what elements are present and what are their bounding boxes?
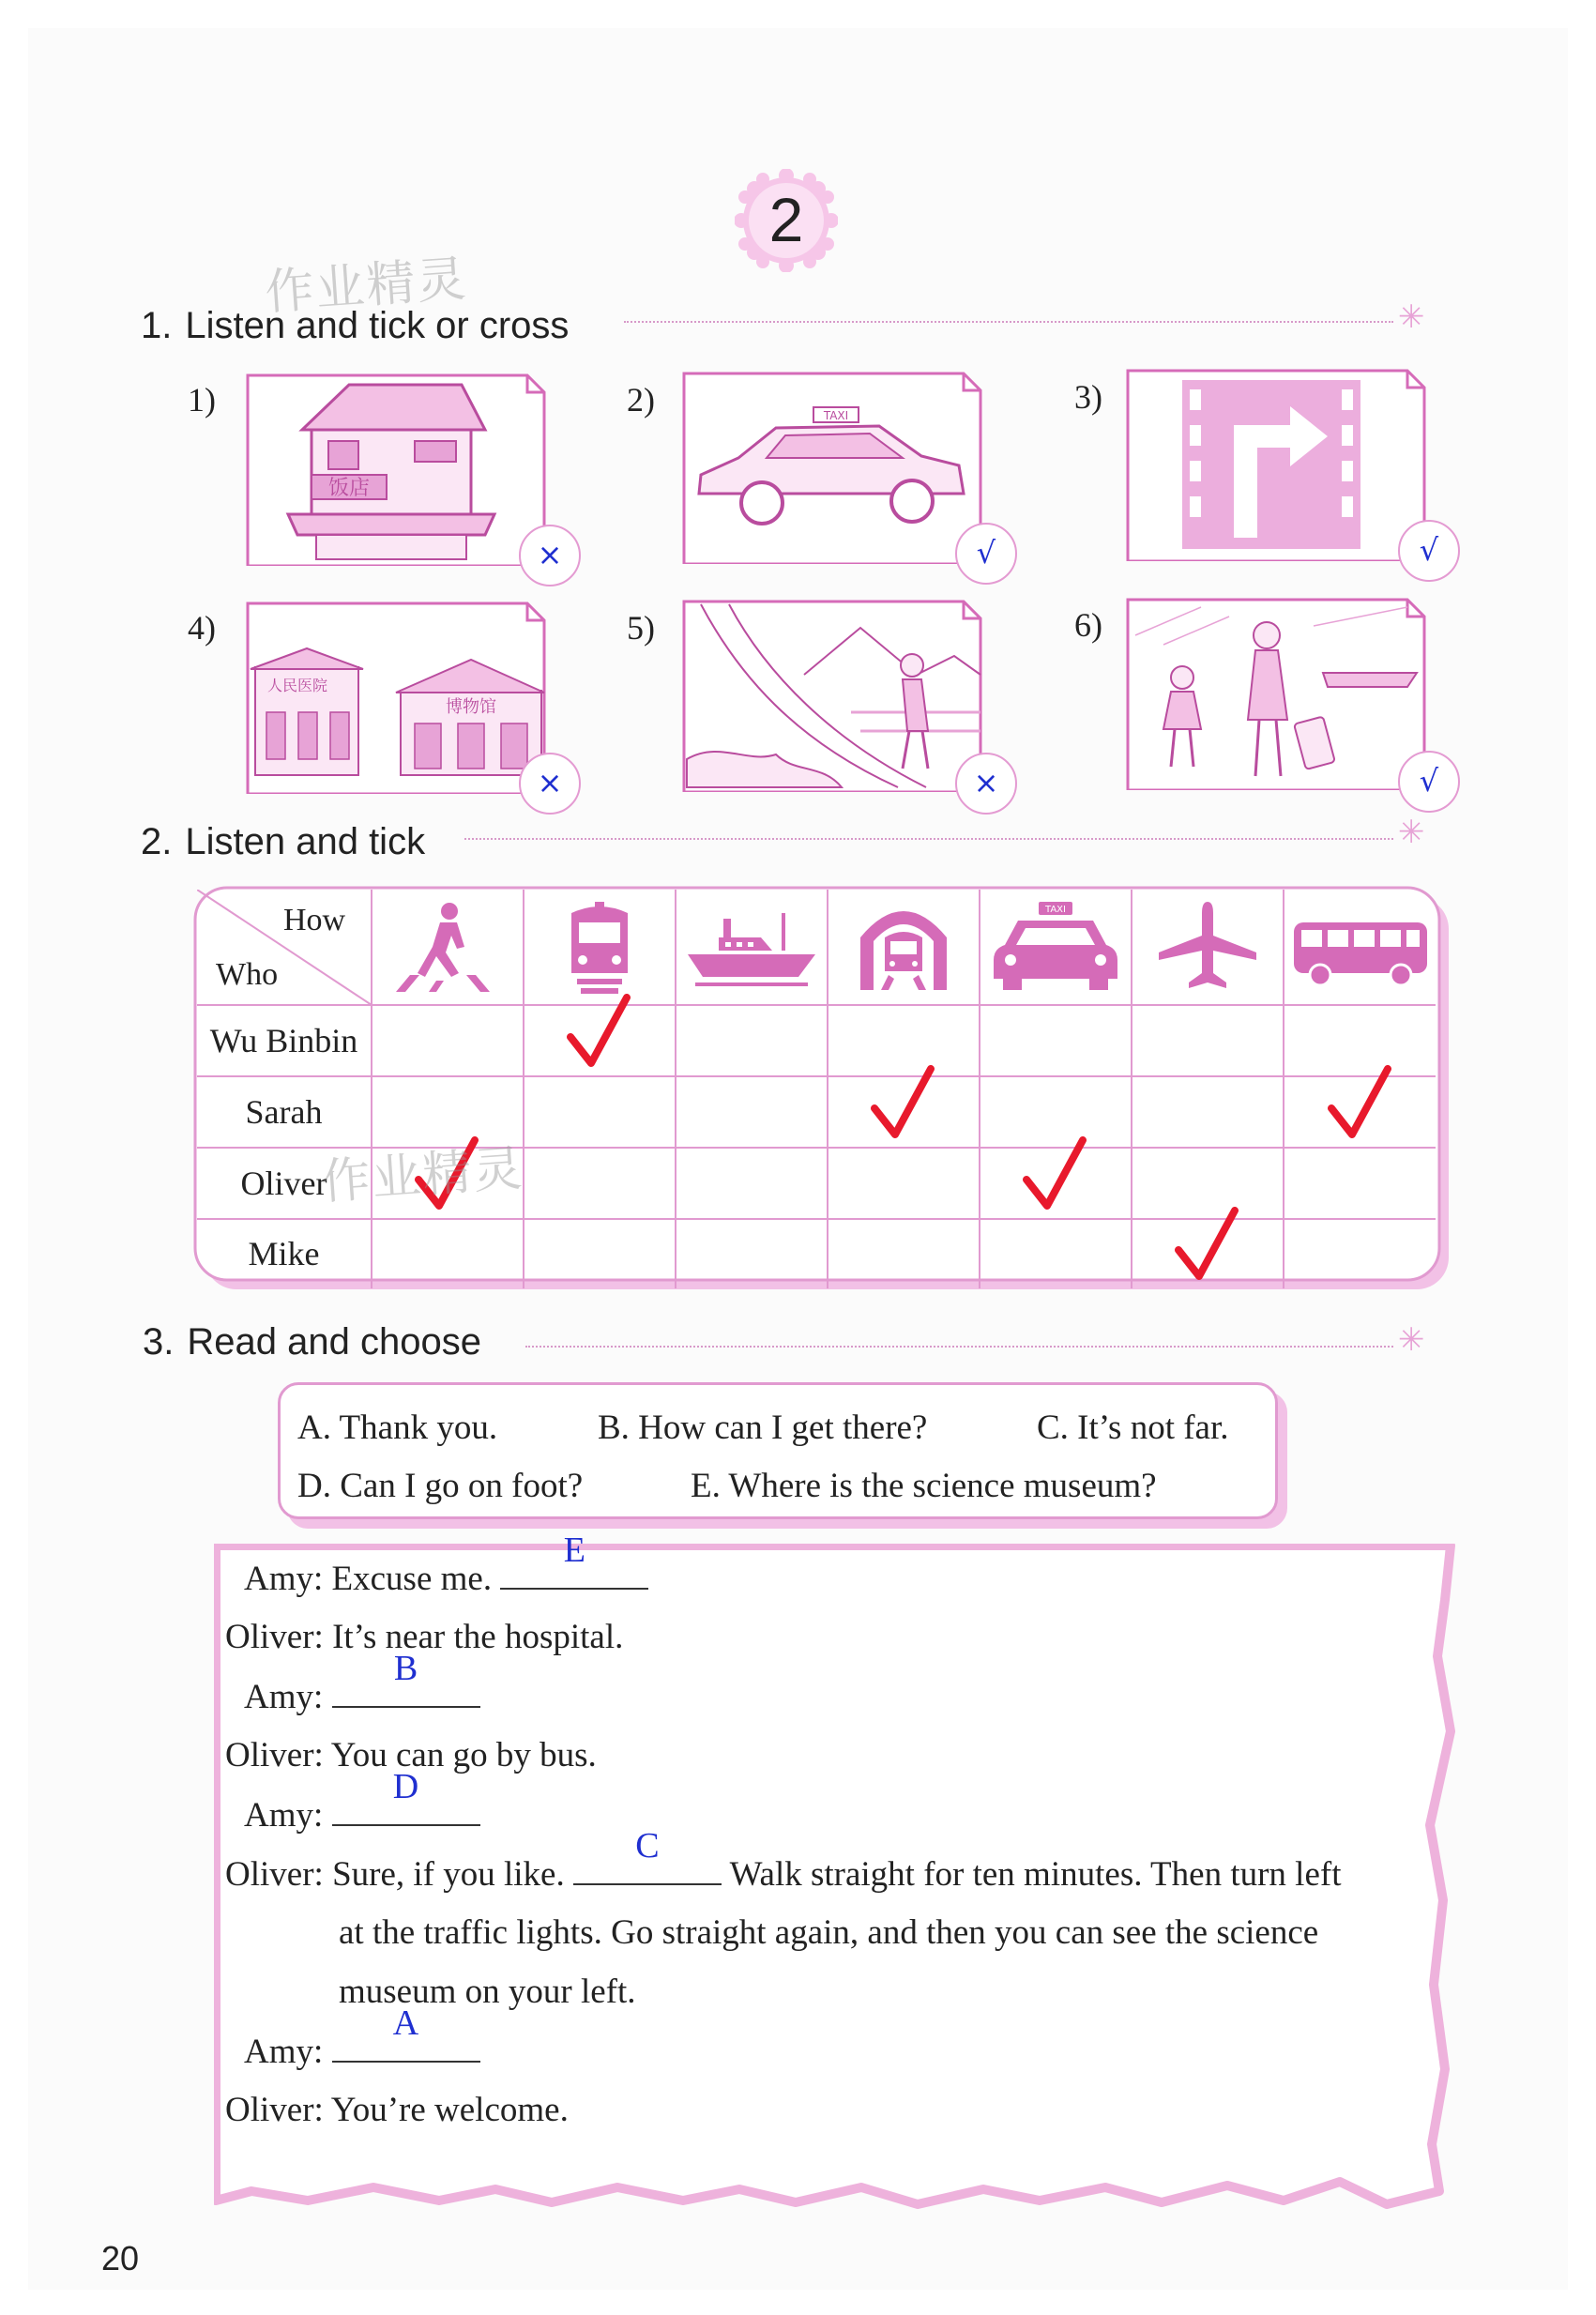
airport-travelers-picture xyxy=(1126,598,1426,790)
table-row xyxy=(197,1076,1436,1148)
walking-path-picture xyxy=(682,600,982,792)
restaurant-picture xyxy=(246,373,546,566)
speaker: Oliver: xyxy=(225,1736,324,1774)
tick-mark: √ xyxy=(1398,751,1460,813)
section3-title xyxy=(143,1321,481,1363)
choice-d: D. Can I go on foot? xyxy=(297,1467,584,1505)
speaker: Amy: xyxy=(244,1796,324,1835)
dialogue-line: at the traffic lights. Go straight again, and then you can see the science xyxy=(339,1913,1319,1952)
dialogue-line xyxy=(225,2090,569,2130)
table-cell[interactable] xyxy=(676,1219,828,1288)
choice-c: C. It’s not far. xyxy=(1037,1409,1229,1447)
table-row xyxy=(197,1005,1436,1076)
museum-sign-text: 博物馆 xyxy=(446,697,496,717)
dialogue-line xyxy=(244,1531,648,1599)
line-text: Excuse me. xyxy=(331,1560,493,1598)
question-label: 2) xyxy=(627,381,655,419)
tick-mark: √ xyxy=(955,523,1017,585)
choice-b: B. How can I get there? xyxy=(598,1409,928,1447)
table-cell[interactable] xyxy=(828,1148,980,1219)
table-cell[interactable] xyxy=(372,1005,524,1076)
hospital-museum-picture xyxy=(246,602,546,794)
choice-e: E. Where is the science museum? xyxy=(691,1467,1157,1505)
bus-header xyxy=(1284,890,1436,1005)
line-text: It’s near the hospital. xyxy=(332,1618,624,1656)
red-tick-icon xyxy=(567,994,632,1069)
choice-a: A. Thank you. xyxy=(297,1409,498,1447)
tick-mark: √ xyxy=(1398,520,1460,582)
answer-blank[interactable] xyxy=(332,1649,480,1708)
question-label: 3) xyxy=(1074,378,1102,416)
table-cell[interactable] xyxy=(1132,1005,1284,1076)
section1-title xyxy=(141,305,569,347)
cross-mark: × xyxy=(519,525,581,586)
flower-ornament-icon: ✳ xyxy=(1398,1321,1425,1359)
section1-title-text: Listen and tick or cross xyxy=(185,305,570,346)
answer-blank[interactable] xyxy=(500,1531,648,1590)
section2-title xyxy=(141,821,425,863)
table-cell[interactable] xyxy=(828,1219,980,1288)
table-cell[interactable] xyxy=(524,1076,676,1148)
dialogue-line xyxy=(225,1826,1342,1895)
speaker: Amy: xyxy=(244,1560,324,1598)
answer-blank[interactable] xyxy=(573,1826,722,1885)
section3-number: 3. xyxy=(143,1321,175,1363)
taxi-picture xyxy=(682,372,982,564)
red-tick-icon xyxy=(1175,1207,1240,1282)
answer-blank[interactable] xyxy=(332,1767,480,1826)
table-cell[interactable] xyxy=(372,1219,524,1288)
unit-number: 2 xyxy=(768,185,804,254)
table-cell[interactable] xyxy=(676,1148,828,1219)
ship-header xyxy=(676,890,828,1005)
header-who: Who xyxy=(216,957,279,992)
hospital-sign-text: 人民医院 xyxy=(266,677,328,694)
row-name: Wu Binbin xyxy=(197,1005,372,1076)
red-tick-icon xyxy=(871,1065,936,1140)
divider xyxy=(525,1346,1393,1348)
divider xyxy=(464,838,1393,840)
table-cell[interactable] xyxy=(1284,1148,1436,1219)
bus-icon xyxy=(1290,900,1431,994)
dialogue-line xyxy=(244,2003,480,2072)
handwritten-answer: D xyxy=(392,1767,419,1806)
transport-table xyxy=(197,890,1436,1288)
speaker: Oliver: xyxy=(225,2091,324,2129)
answer-blank[interactable] xyxy=(332,2003,480,2063)
handwritten-answer: B xyxy=(393,1649,418,1688)
cross-mark: × xyxy=(519,753,581,815)
taxi-icon-label: TAXI xyxy=(1045,905,1066,915)
question-label: 5) xyxy=(627,609,655,647)
line-text: You’re welcome. xyxy=(330,2091,569,2129)
table-cell[interactable] xyxy=(1284,1076,1436,1148)
table-cell[interactable] xyxy=(1132,1219,1284,1288)
plane-icon xyxy=(1151,900,1264,994)
dialogue-line xyxy=(244,1649,480,1717)
sign-text: 饭店 xyxy=(327,477,371,500)
table-cell[interactable] xyxy=(524,1219,676,1288)
table-cell[interactable] xyxy=(524,1005,676,1076)
watermark: 作业精灵 xyxy=(263,251,470,322)
walking-header xyxy=(372,890,524,1005)
section1-number: 1. xyxy=(141,305,173,346)
plane-header xyxy=(1132,890,1284,1005)
table-cell[interactable] xyxy=(980,1219,1132,1288)
handwritten-answer: A xyxy=(392,2003,419,2043)
section2-number: 2. xyxy=(141,821,173,862)
row-name: Mike xyxy=(197,1219,372,1288)
table-cell[interactable] xyxy=(1284,1219,1436,1288)
cross-mark: × xyxy=(955,753,1017,815)
header-how-who-cell xyxy=(197,890,372,1005)
choices-box xyxy=(278,1382,1278,1519)
dialogue-line: museum on your left. xyxy=(339,1972,636,2011)
train-icon xyxy=(543,900,656,994)
turn-right-sign-picture xyxy=(1126,369,1426,561)
taxi-sign-text: TAXI xyxy=(823,409,849,422)
table-cell[interactable] xyxy=(828,1076,980,1148)
question-label: 4) xyxy=(188,609,216,647)
section3-title-text: Read and choose xyxy=(187,1321,481,1363)
taxi-header xyxy=(980,890,1132,1005)
table-header-row xyxy=(197,890,1436,1005)
question-label: 6) xyxy=(1074,606,1102,644)
header-how: How xyxy=(283,903,346,937)
table-cell[interactable] xyxy=(980,1148,1132,1219)
dialogue-line xyxy=(244,1767,480,1835)
speaker: Amy: xyxy=(244,1678,324,1716)
divider xyxy=(624,321,1393,323)
question-label: 1) xyxy=(188,381,216,419)
subway-header xyxy=(828,890,980,1005)
line-text: You can go by bus. xyxy=(330,1736,597,1774)
table-cell[interactable] xyxy=(524,1148,676,1219)
speaker: Amy: xyxy=(244,2033,324,2071)
line-text: Sure, if you like. xyxy=(332,1855,565,1894)
table-cell[interactable] xyxy=(1132,1076,1284,1148)
ship-icon xyxy=(686,900,817,994)
walking-person-icon xyxy=(391,900,504,994)
taxi-icon xyxy=(990,900,1121,994)
subway-icon xyxy=(847,900,960,994)
section2-title-text: Listen and tick xyxy=(185,821,426,862)
red-tick-icon xyxy=(1328,1065,1393,1140)
table-cell[interactable] xyxy=(676,1005,828,1076)
flower-ornament-icon: ✳ xyxy=(1398,814,1425,851)
row-name: Oliver xyxy=(197,1148,372,1219)
unit-badge xyxy=(735,169,838,272)
row-name: Sarah xyxy=(197,1076,372,1148)
red-tick-icon xyxy=(1023,1136,1088,1211)
flower-ornament-icon: ✳ xyxy=(1398,298,1425,336)
table-cell[interactable] xyxy=(980,1005,1132,1076)
page-number: 20 xyxy=(101,2239,140,2277)
table-row xyxy=(197,1219,1436,1288)
line-text: Walk straight for ten minutes. Then turn left xyxy=(729,1855,1342,1894)
handwritten-answer: E xyxy=(563,1531,585,1570)
speaker: Oliver: xyxy=(225,1855,324,1894)
watermark: 作业精灵 xyxy=(319,1140,526,1211)
table-cell[interactable] xyxy=(676,1076,828,1148)
train-header xyxy=(524,890,676,1005)
speaker: Oliver: xyxy=(225,1618,324,1656)
handwritten-answer: C xyxy=(635,1826,660,1866)
